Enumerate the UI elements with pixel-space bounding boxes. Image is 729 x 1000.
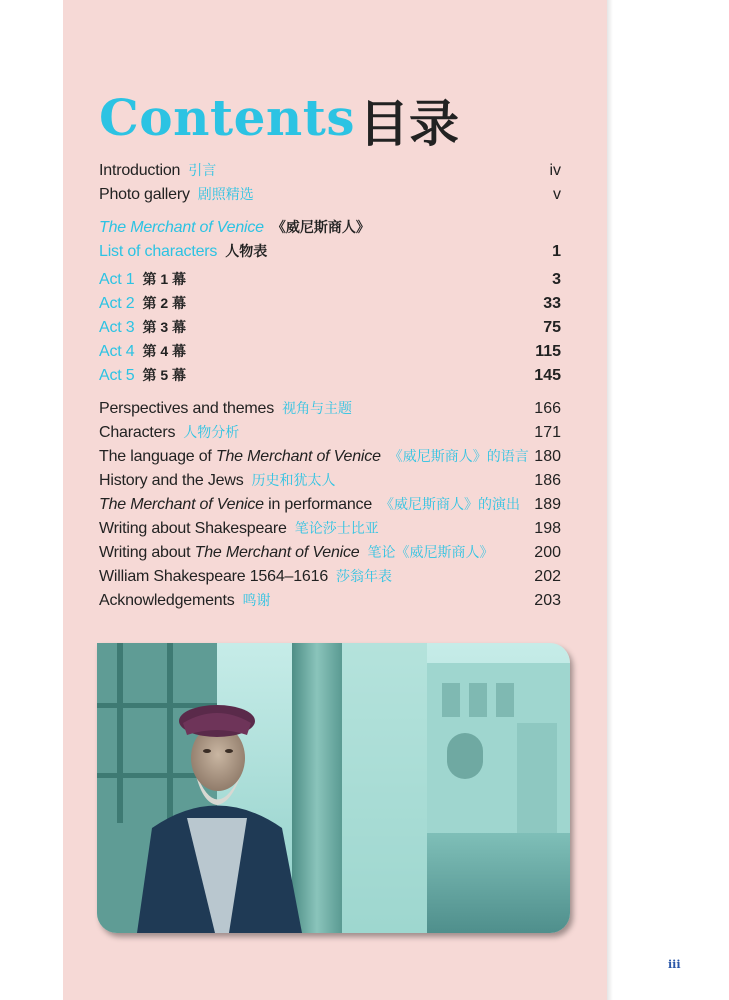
toc-page-number: 189	[534, 496, 561, 513]
toc-page-number: 115	[535, 343, 561, 360]
toc-entry-title: Act 1	[99, 271, 135, 288]
toc-entry-title-cn: 视角与主题	[282, 400, 353, 416]
toc-entry-title: Characters	[99, 424, 176, 441]
toc-page-number: 200	[534, 544, 561, 561]
toc-entry-title: The language of The Merchant of Venice	[99, 448, 381, 465]
shylock-photo	[97, 643, 570, 933]
toc-entry-title-cn: 历史和犹太人	[251, 472, 336, 488]
toc-page-number: 33	[543, 295, 561, 312]
toc-page-number: iv	[549, 162, 561, 179]
toc-entry-title: William Shakespeare 1564–1616	[99, 568, 329, 585]
play-title-chinese: 《威尼斯商人》	[271, 219, 370, 235]
toc-page-number: 198	[534, 520, 561, 537]
toc-page-number: 75	[543, 319, 561, 336]
toc-entry-history-and-the-jews[interactable]	[99, 470, 561, 492]
toc-entry-title-cn: 鸣谢	[242, 592, 271, 608]
toc-entry-act-2[interactable]	[99, 293, 561, 315]
toc-entry-title-cn: 《威尼斯商人》的演出	[380, 496, 521, 512]
toc-entry-act-3[interactable]	[99, 317, 561, 339]
toc-entry-introduction[interactable]	[99, 160, 561, 182]
toc-entry-title-cn: 剧照精选	[197, 186, 254, 202]
toc-page-number: 3	[552, 271, 561, 288]
title-english: Contents	[99, 88, 356, 147]
toc-entry-list-of-characters[interactable]	[99, 241, 561, 263]
title-chinese: 目录	[359, 95, 459, 153]
toc-entry-acknowledgements[interactable]	[99, 590, 561, 612]
toc-page-number: 203	[534, 592, 561, 609]
toc-entry-title: List of characters	[99, 243, 218, 260]
toc-page-number: 186	[534, 472, 561, 489]
toc-entry-act-5[interactable]	[99, 365, 561, 387]
toc-page-number: 166	[534, 400, 561, 417]
toc-entry-title-cn: 引言	[188, 162, 217, 178]
toc-entry-title-cn: 第 3 幕	[142, 319, 187, 335]
toc-entry-title: Act 5	[99, 367, 135, 384]
toc-play-title	[99, 217, 561, 239]
toc-entry-title-cn: 莎翁年表	[336, 568, 393, 584]
toc-entry-title-cn: 第 5 幕	[142, 367, 187, 383]
toc-entry-title-cn: 笔论《威尼斯商人》	[367, 544, 494, 560]
toc-entry-title: Act 3	[99, 319, 135, 336]
toc-entry-william-shakespeare[interactable]	[99, 566, 561, 588]
toc-entry-title: Writing about The Merchant of Venice	[99, 544, 360, 561]
toc-entry-title: History and the Jews	[99, 472, 244, 489]
toc-page-number: 1	[552, 243, 561, 260]
toc-entry-act-1[interactable]	[99, 269, 561, 291]
toc-entry-title-cn: 人物分析	[183, 424, 240, 440]
toc-entry-act-4[interactable]	[99, 341, 561, 363]
toc-entry-title-cn: 第 4 幕	[142, 343, 187, 359]
toc-entry-title: Acknowledgements	[99, 592, 235, 609]
toc-page-number: 145	[534, 367, 561, 384]
toc-entry-title: Introduction	[99, 162, 181, 179]
toc-entry-title: Act 2	[99, 295, 135, 312]
toc-page-number: 171	[534, 424, 561, 441]
play-title-english: The Merchant of Venice	[99, 219, 264, 236]
toc-entry-title: Photo gallery	[99, 186, 190, 203]
toc-entry-title-cn: 《威尼斯商人》的语言	[388, 448, 529, 464]
toc-entry-language[interactable]	[99, 446, 561, 468]
toc-page-number: 202	[534, 568, 561, 585]
toc-entry-perspectives-and-themes[interactable]	[99, 398, 561, 420]
toc-entry-title: Perspectives and themes	[99, 400, 275, 417]
toc-page-number: 180	[534, 448, 561, 465]
toc-entry-photo-gallery[interactable]	[99, 184, 561, 206]
toc-entry-title-cn: 人物表	[225, 243, 268, 259]
toc-entry-writing-about-merchant[interactable]	[99, 542, 561, 564]
page-number: iii	[668, 958, 681, 971]
toc-entry-characters[interactable]	[99, 422, 561, 444]
toc-page-number: v	[553, 186, 561, 203]
toc-entry-title-cn: 第 2 幕	[142, 295, 187, 311]
toc-entry-title-cn: 第 1 幕	[142, 271, 187, 287]
toc-entry-title: The Merchant of Venice in performance	[99, 496, 373, 513]
toc-entry-title-cn: 笔论莎士比亚	[294, 520, 379, 536]
toc-entry-in-performance[interactable]	[99, 494, 561, 516]
toc-entry-title: Writing about Shakespeare	[99, 520, 287, 537]
toc-entry-title: Act 4	[99, 343, 135, 360]
panel-shadow	[607, 0, 613, 1000]
toc-entry-writing-about-shakespeare[interactable]	[99, 518, 561, 540]
